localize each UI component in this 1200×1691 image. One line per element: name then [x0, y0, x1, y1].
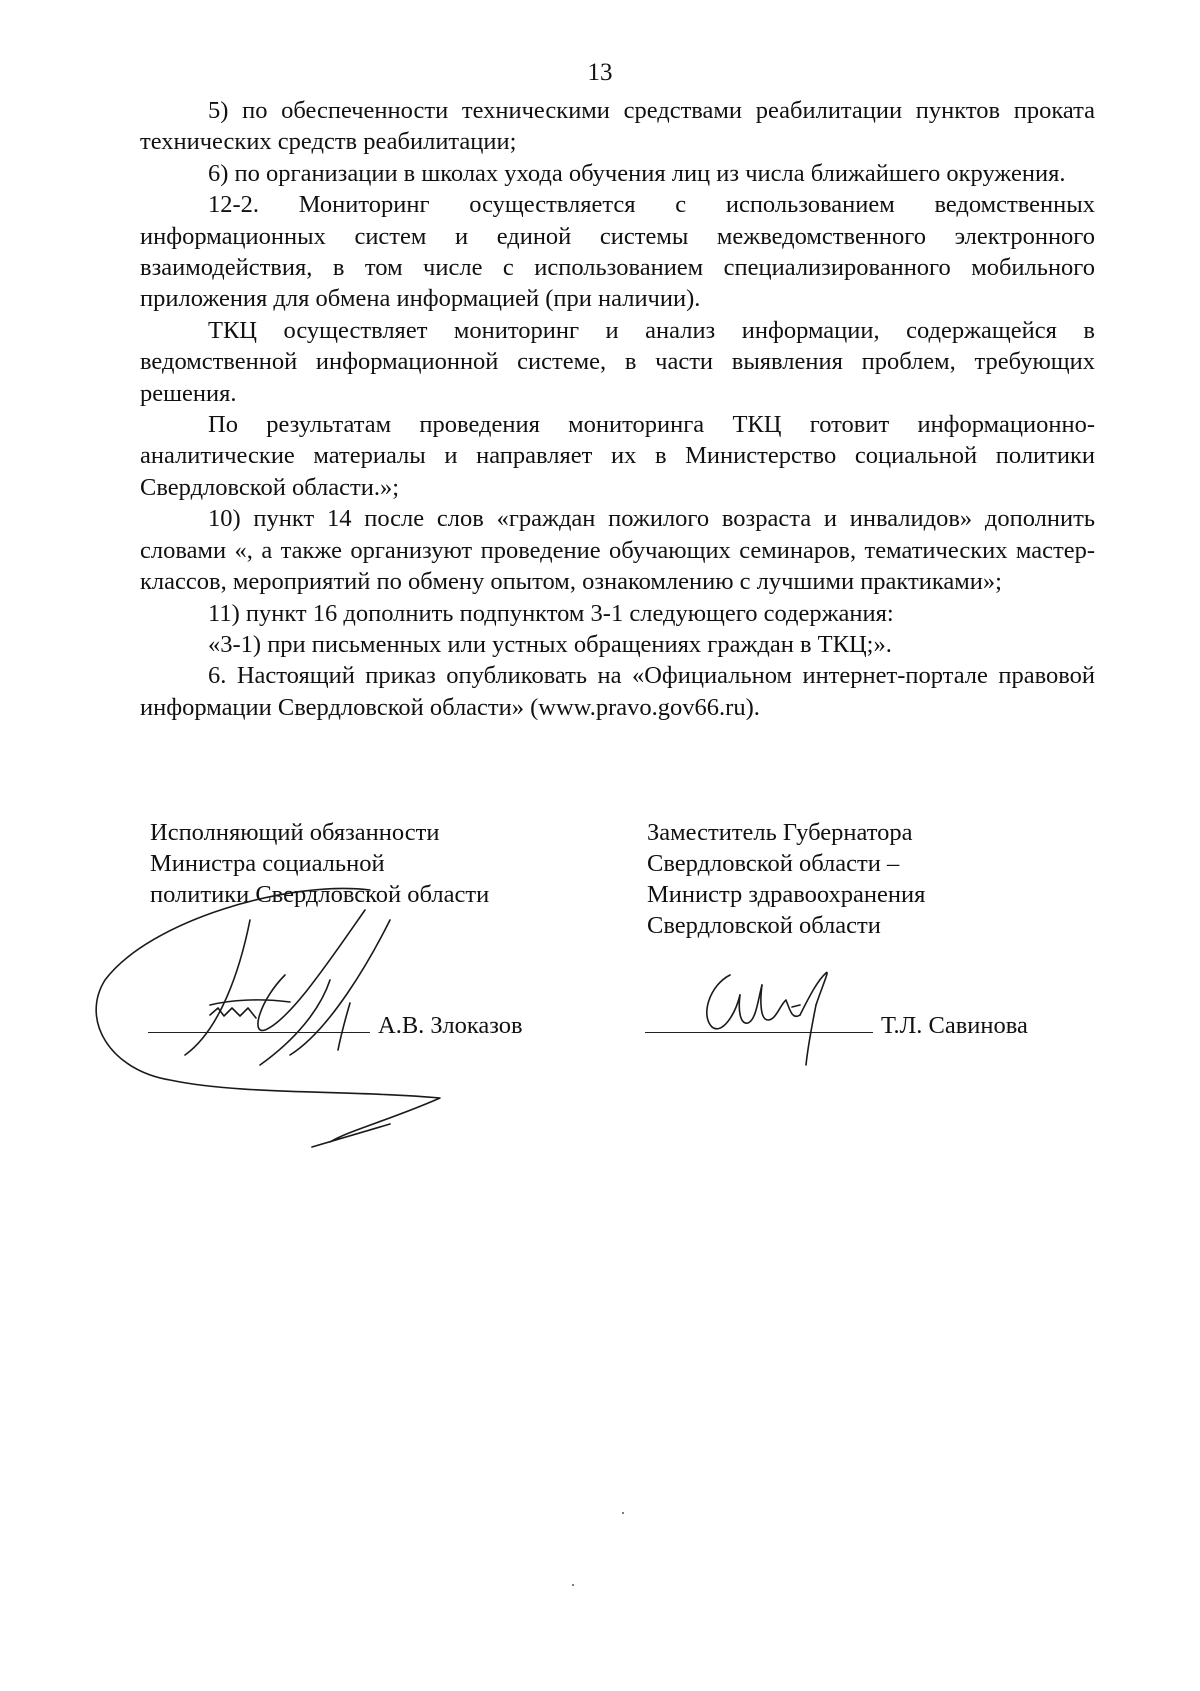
right-title-line: Свердловской области –: [647, 850, 900, 877]
paragraph-12-2: 12-2. Мониторинг осуществляется с использованием ведомственных информационных систем и единой системы межведомственного электронного взаимодействия, в том числе с использованием специализированного мобильного приложения для обмена информацией (при наличии).: [140, 191, 1095, 313]
paragraph-publication-order: 6. Настоящий приказ опубликовать на «Официальном интернет-портале правовой информации Свердловской области» (www.pravo.gov66.ru).: [140, 662, 1095, 721]
left-title-line: политики Свердловской области: [150, 881, 490, 908]
right-title-line: Свердловской области: [647, 912, 881, 939]
right-handwritten-signature: [700, 965, 860, 1075]
left-handwritten-signature: [90, 880, 450, 1160]
left-title-line: Исполняющий обязанности: [150, 819, 440, 846]
right-signatory-title: [647, 817, 1067, 941]
paragraph-subitem-3-1: «3-1) при письменных или устных обращениях граждан в ТКЦ;».: [208, 630, 892, 658]
stray-mark: [622, 1512, 624, 1514]
paragraph-item-6: 6) по организации в школах ухода обучения лиц из числа ближайшего окружения.: [208, 159, 1066, 187]
left-title-line: Министра социальной: [150, 850, 385, 877]
paragraph-item-11: 11) пункт 16 дополнить подпунктом 3-1 следующего содержания:: [208, 599, 894, 627]
paragraph-item-5: 5) по обеспеченности техническими средствами реабилитации пунктов проката технических средств реабилитации;: [140, 97, 1095, 156]
right-title-line: Министр здравоохранения: [647, 881, 926, 908]
paragraph-item-10: 10) пункт 14 после слов «граждан пожилого возраста и инвалидов» дополнить словами «, а также организуют проведение обучающих семинаров, тематических мастер-классов, мероприятий по обмену опытом, ознакомлению с лучшими практиками»;: [140, 505, 1095, 596]
right-signatory-name: Т.Л. Савинова: [881, 1012, 1028, 1039]
paragraph-monitoring-results: По результатам проведения мониторинга ТКЦ готовит информационно-аналитические материалы и направляет их в Министерство социальной политики Свердловской области.»;: [140, 411, 1095, 501]
paragraph-tkc-monitoring: ТКЦ осуществляет мониторинг и анализ информации, содержащейся в ведомственной информационной системе, в части выявления проблем, требующих решения.: [140, 316, 1095, 407]
left-signatory-name: А.В. Злоказов: [378, 1012, 523, 1039]
stray-mark: [572, 1584, 574, 1586]
document-body: [140, 95, 1095, 723]
right-title-line: Заместитель Губернатора: [647, 819, 913, 846]
page-number: 13: [587, 59, 613, 86]
